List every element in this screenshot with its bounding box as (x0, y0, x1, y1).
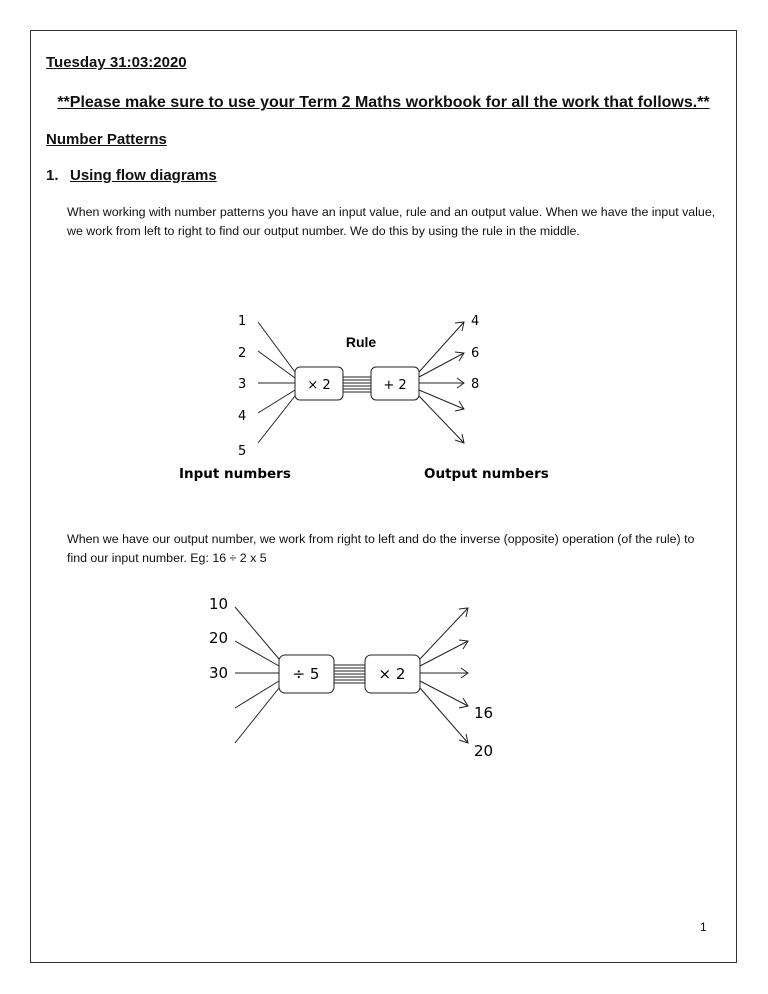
d2-input-3: 30 (209, 664, 229, 682)
section-title: Number Patterns (46, 131, 167, 148)
d2-output-5: 20 (474, 742, 494, 760)
d1-output-1: 4 (471, 314, 480, 329)
d1-input-2: 2 (238, 346, 247, 361)
paragraph-inverse: When we have our output number, we work from right to left and do the inverse (opposite) operation (of the rule) to find our input number. Eg: 16 ÷ 2 x 5 (67, 532, 695, 565)
d1-input-4: 4 (238, 409, 247, 424)
d2-input-1: 10 (209, 595, 229, 613)
subsection-number: 1. (46, 167, 59, 184)
date-heading: Tuesday 31:03:2020 (46, 54, 187, 71)
d2-output-4: 16 (474, 704, 494, 722)
d1-output-2: 6 (471, 346, 480, 361)
d2-box1-label: ÷ 5 (292, 665, 320, 683)
d1-input-1: 1 (238, 314, 247, 329)
d1-output-caption: Output numbers (424, 466, 549, 482)
d2-input-2: 20 (209, 629, 229, 647)
d2-box2-label: × 2 (378, 665, 406, 683)
d1-rule-label: Rule (345, 334, 377, 350)
workbook-notice: **Please make sure to use your Term 2 Maths workbook for all the work that follows.** (57, 94, 710, 111)
paragraph-intro: When working with number patterns you have an input value, rule and an output value. When we have the input value, we work from left to right to find our output number. We do this by using the rule in the middle. (67, 205, 716, 238)
d1-output-3: 8 (471, 377, 480, 392)
page-number: 1 (700, 920, 707, 934)
d1-box1-label: × 2 (307, 378, 331, 393)
subsection-title: Using flow diagrams (70, 167, 217, 184)
d1-input-3: 3 (238, 377, 247, 392)
d1-box2-label: + 2 (383, 378, 407, 393)
d1-input-5: 5 (238, 444, 247, 459)
d1-input-caption: Input numbers (179, 466, 291, 482)
